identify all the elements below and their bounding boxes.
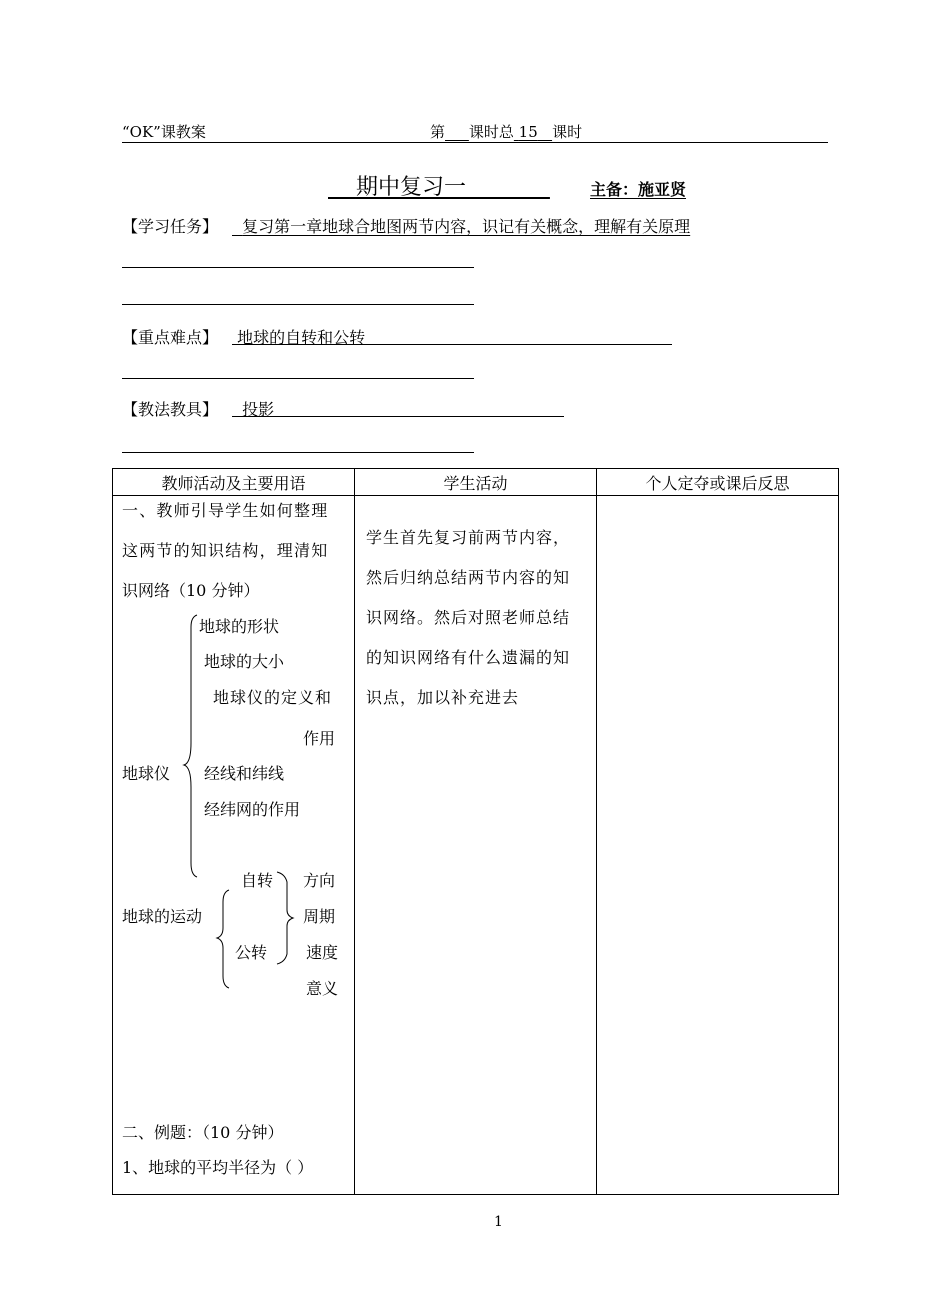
header-reflection: 个人定夺或课后反思 <box>597 469 839 496</box>
key-label: 【重点难点】 <box>122 328 219 347</box>
header-teacher-activity: 教师活动及主要用语 <box>113 469 355 496</box>
motion-aspect-significance: 意义 <box>306 979 339 998</box>
globe-item-definition: 地球仪的定义和 <box>213 688 333 707</box>
motion-aspect-period: 周期 <box>303 907 336 926</box>
teacher-activity-cell <box>113 496 355 1195</box>
lesson-counter <box>430 121 582 142</box>
key-underline <box>232 344 672 345</box>
motion-left-brace <box>213 888 237 990</box>
lesson-total: 15 <box>518 123 538 141</box>
student-activity-line-1: 学生首先复习前两节内容， <box>366 528 571 547</box>
teacher-intro-line-2: 这两节的知识结构，理清知 <box>122 541 329 560</box>
key-blank-line <box>122 378 474 379</box>
globe-item-grid: 经纬网的作用 <box>204 800 301 819</box>
student-activity-line-2: 然后归纳总结两节内容的知 <box>366 568 571 587</box>
motion-right-brace <box>273 870 297 966</box>
method-value: 投影 <box>242 400 275 419</box>
author: 主备：施亚贤 <box>590 180 687 199</box>
page-number: 1 <box>494 1214 503 1230</box>
method-label: 【教法教具】 <box>122 400 219 419</box>
key-value: 地球的自转和公转 <box>237 328 366 347</box>
task-value: 复习第一章地球合地图两节内容，识记有关概念，理解有关原理 <box>242 217 691 236</box>
method-underline <box>232 416 564 417</box>
globe-item-function: 作用 <box>303 729 336 748</box>
globe-item-size: 地球的大小 <box>204 652 285 671</box>
motion-aspect-speed: 速度 <box>306 943 339 962</box>
motion-type-revolution: 公转 <box>235 943 268 962</box>
task-blank-line-1 <box>122 267 474 268</box>
motion-type-rotation: 自转 <box>241 871 274 890</box>
doc-type-label: “OK”课教案 <box>122 123 206 141</box>
example-question-1: 1、地球的平均半径为（ ） <box>122 1158 314 1177</box>
table-body-row <box>113 496 839 1195</box>
header-rule <box>122 142 828 143</box>
motion-label: 地球的运动 <box>122 907 203 926</box>
teacher-intro-line-1: 一、教师引导学生如何整理 <box>122 501 329 520</box>
task-blank-line-2 <box>122 304 474 305</box>
lesson-counter-middle: 课时总 <box>468 123 514 141</box>
student-activity-line-5: 识点，加以补充进去 <box>366 688 520 707</box>
globe-item-lines: 经线和纬线 <box>204 764 285 783</box>
motion-aspect-direction: 方向 <box>303 871 336 890</box>
lesson-number-blank <box>445 123 469 141</box>
student-activity-line-3: 识网络。然后对照老师总结 <box>366 608 571 627</box>
globe-label: 地球仪 <box>122 764 171 783</box>
header-student-activity: 学生活动 <box>355 469 597 496</box>
lesson-plan-table <box>112 468 839 1195</box>
lesson-counter-prefix: 第 <box>430 123 446 141</box>
page-title: 期中复习一 <box>355 175 466 200</box>
example-heading: 二、例题：（10 分钟） <box>122 1123 284 1142</box>
task-label: 【学习任务】 <box>122 217 219 236</box>
student-activity-line-4: 的知识网络有什么遗漏的知 <box>366 648 571 667</box>
method-blank-line <box>122 452 474 453</box>
teacher-intro-line-3: 识网络（10 分钟） <box>122 581 260 600</box>
lesson-counter-suffix: 课时 <box>552 123 583 141</box>
table-header-row <box>113 469 839 496</box>
student-activity-cell <box>355 496 597 1195</box>
reflection-cell[interactable] <box>597 496 839 1195</box>
globe-item-shape: 地球的形状 <box>199 617 280 636</box>
